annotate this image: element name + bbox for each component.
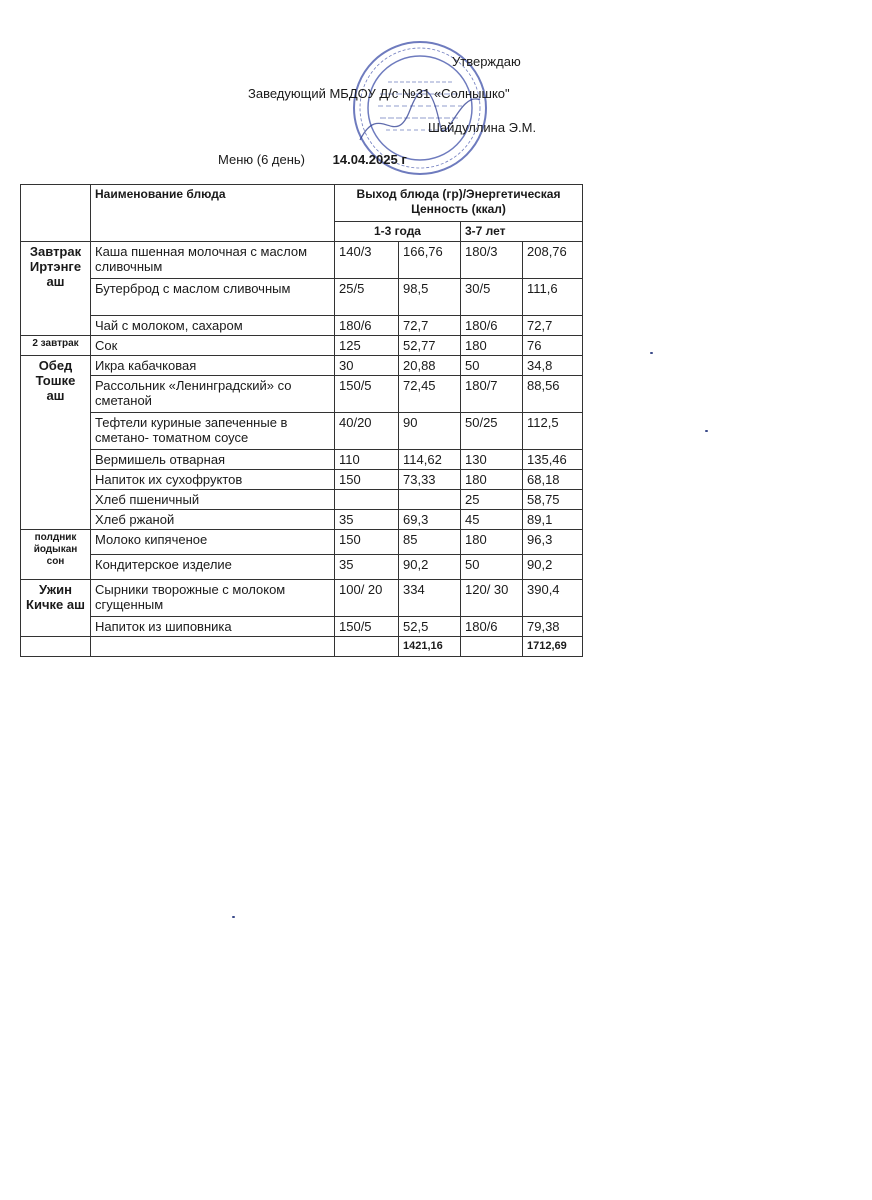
kcal-1-3-cell: 90 xyxy=(399,413,461,450)
kcal-1-3-cell: 114,62 xyxy=(399,450,461,470)
age-3-7-header: 3-7 лет xyxy=(461,222,583,242)
table-row xyxy=(21,555,583,580)
total-1-3-cell: 1421,16 xyxy=(399,637,461,657)
kcal-1-3-cell: 52,77 xyxy=(399,336,461,356)
totals-empty-cell xyxy=(461,637,523,657)
approval-title: Утверждаю xyxy=(452,54,521,69)
table-row xyxy=(21,530,583,555)
kcal-1-3-cell: 98,5 xyxy=(399,279,461,316)
kcal-1-3-cell: 72,45 xyxy=(399,376,461,413)
dish-cell: Напиток их сухофруктов xyxy=(91,470,335,490)
table-row xyxy=(21,242,583,279)
kcal-3-7-cell: 96,3 xyxy=(523,530,583,555)
totals-empty-cell xyxy=(21,637,91,657)
dish-cell: Напиток из шиповника xyxy=(91,617,335,637)
meal-name-cell: Ужин Кичке аш xyxy=(21,580,91,637)
dish-cell: Вермишель отварная xyxy=(91,450,335,470)
weight-1-3-cell: 150/5 xyxy=(335,617,399,637)
weight-3-7-cell: 25 xyxy=(461,490,523,510)
menu-title: Меню (6 день) xyxy=(218,152,306,167)
approval-name: Шайдуллина Э.М. xyxy=(428,120,537,135)
meal-name-cell: Обед Тошке аш xyxy=(21,356,91,530)
kcal-3-7-cell: 90,2 xyxy=(523,555,583,580)
table-row xyxy=(21,490,583,510)
weight-3-7-cell: 120/ 30 xyxy=(461,580,523,617)
weight-3-7-cell: 180 xyxy=(461,470,523,490)
weight-1-3-cell: 100/ 20 xyxy=(335,580,399,617)
scan-speck xyxy=(705,430,708,432)
dish-cell: Кондитерское изделие xyxy=(91,555,335,580)
dish-cell: Чай с молоком, сахаром xyxy=(91,316,335,336)
table-row xyxy=(21,470,583,490)
kcal-1-3-cell: 20,88 xyxy=(399,356,461,376)
weight-1-3-cell: 150 xyxy=(335,530,399,555)
totals-row xyxy=(21,637,583,657)
kcal-3-7-cell: 68,18 xyxy=(523,470,583,490)
weight-1-3-cell: 25/5 xyxy=(335,279,399,316)
weight-1-3-cell: 140/3 xyxy=(335,242,399,279)
table-row xyxy=(21,336,583,356)
kcal-1-3-cell: 85 xyxy=(399,530,461,555)
kcal-1-3-cell: 73,33 xyxy=(399,470,461,490)
weight-3-7-cell: 180/7 xyxy=(461,376,523,413)
dish-cell: Бутерброд с маслом сливочным xyxy=(91,279,335,316)
approval-role: Заведующий МБДОУ Д/с №31 «Солнышко" xyxy=(248,86,510,101)
dish-cell: Сырники творожные с молоком сгущенным xyxy=(91,580,335,617)
weight-3-7-cell: 45 xyxy=(461,510,523,530)
weight-3-7-cell: 50 xyxy=(461,356,523,376)
weight-3-7-cell: 30/5 xyxy=(461,279,523,316)
table-row xyxy=(21,376,583,413)
scan-speck xyxy=(232,916,235,918)
header-row xyxy=(21,185,583,222)
kcal-3-7-cell: 390,4 xyxy=(523,580,583,617)
table-row xyxy=(21,316,583,336)
table-row xyxy=(21,617,583,637)
kcal-1-3-cell: 166,76 xyxy=(399,242,461,279)
table-row xyxy=(21,580,583,617)
weight-1-3-cell: 180/6 xyxy=(335,316,399,336)
dish-cell: Хлеб пшеничный xyxy=(91,490,335,510)
scan-speck xyxy=(650,352,653,354)
kcal-3-7-cell: 88,56 xyxy=(523,376,583,413)
weight-1-3-cell: 125 xyxy=(335,336,399,356)
weight-1-3-cell xyxy=(335,490,399,510)
menu-date: 14.04.2025 г xyxy=(332,152,407,167)
weight-1-3-cell: 150/5 xyxy=(335,376,399,413)
dish-cell: Рассольник «Ленинградский» со сметаной xyxy=(91,376,335,413)
totals-empty-cell xyxy=(335,637,399,657)
weight-1-3-cell: 35 xyxy=(335,555,399,580)
kcal-3-7-cell: 135,46 xyxy=(523,450,583,470)
weight-1-3-cell: 40/20 xyxy=(335,413,399,450)
dish-cell: Молоко кипяченое xyxy=(91,530,335,555)
weight-3-7-cell: 180/6 xyxy=(461,316,523,336)
kcal-3-7-cell: 112,5 xyxy=(523,413,583,450)
age-1-3-header: 1-3 года xyxy=(335,222,461,242)
dish-cell: Хлеб ржаной xyxy=(91,510,335,530)
weight-3-7-cell: 180/3 xyxy=(461,242,523,279)
kcal-1-3-cell: 52,5 xyxy=(399,617,461,637)
kcal-3-7-cell: 79,38 xyxy=(523,617,583,637)
weight-1-3-cell: 110 xyxy=(335,450,399,470)
kcal-1-3-cell: 334 xyxy=(399,580,461,617)
meal-name-cell: 2 завтрак xyxy=(21,336,91,356)
table-row xyxy=(21,510,583,530)
kcal-3-7-cell: 72,7 xyxy=(523,316,583,336)
kcal-3-7-cell: 111,6 xyxy=(523,279,583,316)
total-3-7-cell: 1712,69 xyxy=(523,637,583,657)
kcal-3-7-cell: 34,8 xyxy=(523,356,583,376)
weight-3-7-cell: 180/6 xyxy=(461,617,523,637)
kcal-3-7-cell: 76 xyxy=(523,336,583,356)
dish-cell: Каша пшенная молочная с маслом сливочным xyxy=(91,242,335,279)
table-row xyxy=(21,413,583,450)
output-column-header: Выход блюда (гр)/Энергетическая Ценность (ккал) xyxy=(335,185,583,222)
dish-cell: Сок xyxy=(91,336,335,356)
dish-cell: Икра кабачковая xyxy=(91,356,335,376)
header-corner-cell xyxy=(21,185,91,242)
kcal-1-3-cell: 69,3 xyxy=(399,510,461,530)
meal-name-cell: полдник йодыкан сон xyxy=(21,530,91,580)
meal-name-cell: Завтрак Иртэнге аш xyxy=(21,242,91,336)
menu-header xyxy=(218,152,407,167)
menu-table xyxy=(20,184,583,657)
weight-3-7-cell: 50/25 xyxy=(461,413,523,450)
dish-column-header: Наименование блюда xyxy=(91,185,335,242)
table-row xyxy=(21,450,583,470)
weight-1-3-cell: 150 xyxy=(335,470,399,490)
weight-1-3-cell: 35 xyxy=(335,510,399,530)
kcal-1-3-cell xyxy=(399,490,461,510)
weight-3-7-cell: 130 xyxy=(461,450,523,470)
weight-3-7-cell: 180 xyxy=(461,336,523,356)
kcal-3-7-cell: 208,76 xyxy=(523,242,583,279)
kcal-3-7-cell: 89,1 xyxy=(523,510,583,530)
kcal-1-3-cell: 72,7 xyxy=(399,316,461,336)
weight-3-7-cell: 50 xyxy=(461,555,523,580)
totals-empty-cell xyxy=(91,637,335,657)
kcal-1-3-cell: 90,2 xyxy=(399,555,461,580)
weight-1-3-cell: 30 xyxy=(335,356,399,376)
weight-3-7-cell: 180 xyxy=(461,530,523,555)
kcal-3-7-cell: 58,75 xyxy=(523,490,583,510)
table-row xyxy=(21,279,583,316)
dish-cell: Тефтели куриные запеченные в сметано- томатном соусе xyxy=(91,413,335,450)
table-row xyxy=(21,356,583,376)
